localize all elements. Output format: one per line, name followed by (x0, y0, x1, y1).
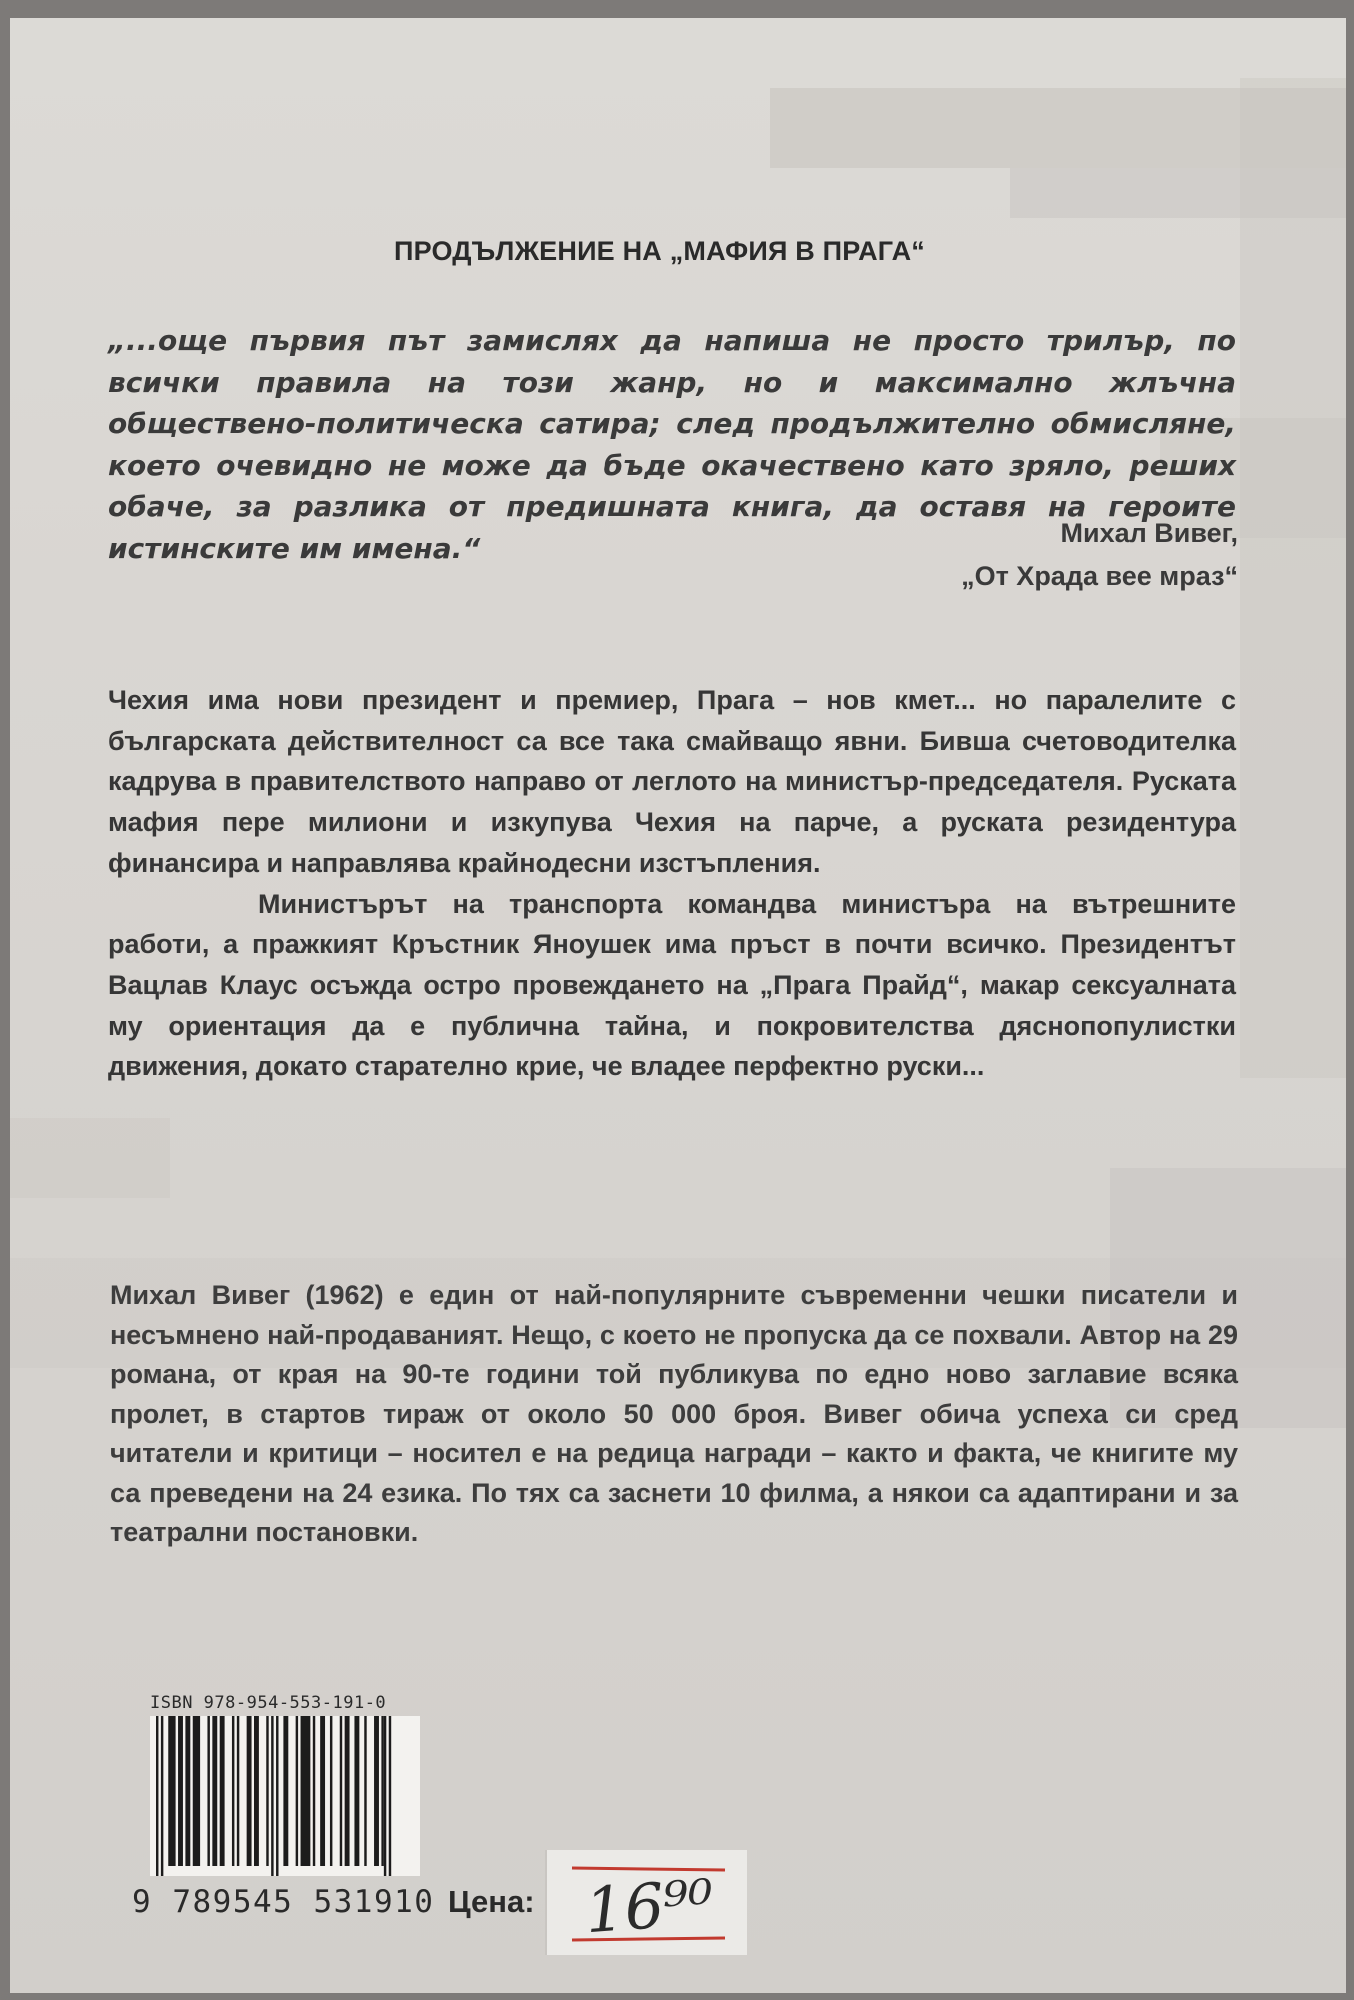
barcode-bar (212, 1716, 217, 1866)
barcode-digits: 9 789545 531910 (132, 1884, 435, 1920)
barcode-bar (247, 1716, 252, 1866)
barcode-bar (185, 1716, 190, 1866)
book-blurb (108, 680, 1236, 1087)
barcode-bar (384, 1716, 386, 1876)
barcode-bar (207, 1716, 209, 1866)
barcode-bar (168, 1716, 175, 1866)
background-streak (10, 1118, 170, 1198)
price-value-handwritten: 16⁹⁰ (582, 1865, 717, 1948)
quote-attribution (961, 512, 1238, 598)
barcode-bar (193, 1716, 200, 1866)
barcode-bar (364, 1716, 366, 1866)
barcode-bar (345, 1716, 350, 1866)
barcode-bar (354, 1716, 359, 1866)
attribution-author: Михал Вивег, (1060, 518, 1238, 548)
barcode-bar (156, 1716, 158, 1876)
barcode-bar (313, 1716, 315, 1866)
author-bio: Михал Вивег (1962) е един от най-популярните съвременни чешки писатели и несъмнено най-продаваният. Нещо, с което не пропуска да се похвали. Автор на 29 романа, от края на 90-те години той публикува по едно ново заглавие всяка пролет, в стартов тираж от около 50 000 броя. Вивег обича успеха си сред читатели и критици – носител е на редица награди – както и факта, че книгите му са преведени на 24 езика. По тях са заснети 10 филма, а някои са адаптирани и за театрални постановки. (110, 1280, 1238, 1547)
barcode-bar (374, 1716, 379, 1866)
barcode-bar (266, 1716, 268, 1866)
barcode-bar (232, 1716, 234, 1866)
barcode-bar (283, 1716, 288, 1866)
isbn-label: ISBN 978-954-553-191-0 (150, 1693, 387, 1713)
barcode (150, 1716, 420, 1876)
barcode-bar (271, 1716, 273, 1876)
author-quote: „...още първия път замислях да напиша не просто трилър, по всички правила на този жанр, но и максимално жлъчна обществено-политическа сатира; след продължително обмисляне, което очевидно не може да бъде окачествено като зряло, реших обаче, за разлика от предишната книга, да оставя на героите истинските им имена.“ (108, 324, 1236, 565)
blurb-paragraph: Чехия има нови президент и премиер, Прага – нов кмет... но паралелите с българската действителност са все така смайващо явни. Бивша счетоводителка кадрува в правителството направо от леглото на министър-председателя. Руската мафия пере милиони и изкупува Чехия на парче, а руската резидентура финансира и направлява крайнодесни изстъпления. (108, 685, 1236, 878)
price-sticker (545, 1850, 747, 1955)
barcode-bar (296, 1716, 298, 1866)
barcode-bar (237, 1716, 239, 1866)
barcode-bar (254, 1716, 259, 1866)
barcode-bar (301, 1716, 311, 1866)
barcode-bar (161, 1716, 163, 1876)
barcode-bar (389, 1716, 391, 1876)
barcode-bar (340, 1716, 342, 1866)
attribution-source-title: „От Храда вее мраз“ (961, 561, 1238, 591)
barcode-bar (330, 1716, 332, 1866)
blurb-paragraph: Министърът на транспорта командва министъра на вътрешните работи, а пражкият Кръстник Яноушек има пръст в почти всичко. Президентът Вацлав Клаус осъжда остро провеждането на „Прага Прайд“, макар сексуалната му ориентация да е публична тайна, и покровителства дяснопопулистки движения, докато старателно крие, че владее перфектно руски... (108, 888, 1236, 1082)
barcode-bar (178, 1716, 183, 1866)
barcode-bar (276, 1716, 278, 1876)
background-streak (1240, 78, 1346, 1078)
barcode-bar (320, 1716, 325, 1866)
cover-heading: ПРОДЪЛЖЕНИЕ НА „МАФИЯ В ПРАГА“ (394, 236, 926, 266)
barcode-bar (220, 1716, 225, 1866)
price-label: Цена: (448, 1884, 535, 1919)
barcode-bar (381, 1716, 383, 1866)
